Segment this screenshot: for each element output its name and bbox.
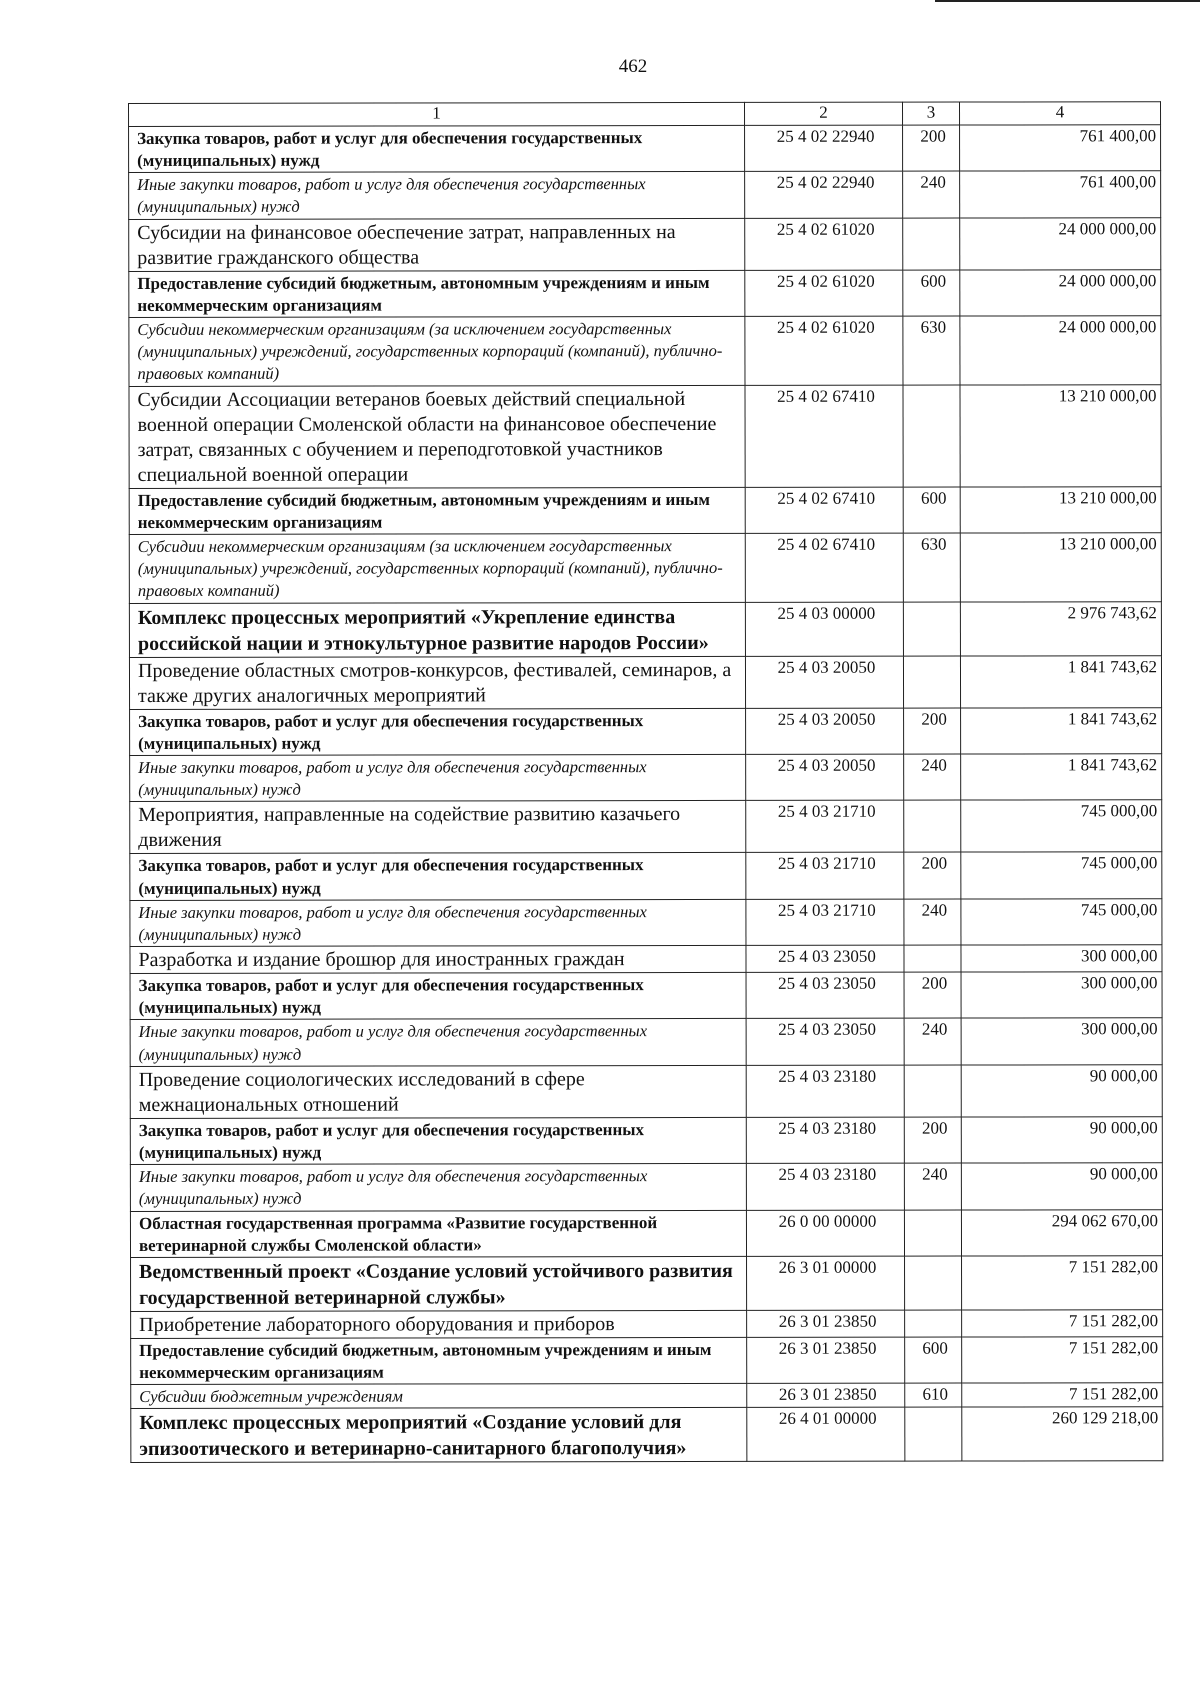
row-name: Комплекс процессных мероприятий «Укрепление единства российской нации и этнокультурное развитие народов России»: [129, 602, 745, 657]
table-row: [131, 1407, 1163, 1463]
row-expense-type: 200: [904, 852, 961, 898]
table-row: [131, 1383, 1163, 1409]
table-row: [129, 217, 1161, 271]
row-expense-type: 600: [903, 270, 960, 316]
row-expense-type: [905, 1256, 962, 1310]
row-code: 26 3 01 23850: [747, 1310, 905, 1337]
row-name: Субсидии на финансовое обеспечение затрат, направленных на развитие гражданского общества: [129, 218, 745, 271]
row-name: Иные закупки товаров, работ и услуг для обеспечения государственных (муниципальных) нужд: [130, 899, 746, 947]
header-col-4: 4: [959, 102, 1160, 125]
row-expense-type: 630: [903, 316, 960, 385]
row-amount: 294 062 670,00: [961, 1209, 1162, 1256]
row-name: Разработка и издание брошюр для иностранных граждан: [130, 946, 746, 974]
row-amount: 745 000,00: [961, 800, 1162, 852]
row-expense-type: 610: [905, 1383, 962, 1407]
row-code: 25 4 03 20050: [746, 754, 904, 801]
row-code: 25 4 02 67410: [745, 533, 903, 602]
row-amount: 7 151 282,00: [962, 1255, 1163, 1309]
row-expense-type: 240: [904, 1163, 961, 1210]
row-expense-type: 600: [905, 1337, 962, 1383]
row-code: 25 4 02 61020: [745, 270, 903, 316]
table-row: [131, 1336, 1163, 1384]
header-col-2: 2: [744, 102, 902, 125]
row-name: Субсидии Ассоциации ветеранов боевых действий специальной военной операции Смоленской области на финансовое обеспечение затрат, связанных с обучением и переподготовкой участников специальной военной операции: [129, 385, 745, 488]
row-code: 26 3 01 23850: [747, 1383, 905, 1408]
table-row: [129, 269, 1161, 317]
table-row: [130, 1018, 1162, 1066]
row-amount: 24 000 000,00: [960, 269, 1161, 316]
table-row: [129, 601, 1161, 657]
row-name: Предоставление субсидий бюджетным, автономным учреждениям и иным некоммерческим организациям: [129, 270, 745, 317]
row-expense-type: [905, 1310, 962, 1337]
row-name: Приобретение лабораторного оборудования и приборов: [131, 1310, 747, 1338]
row-amount: 1 841 743,62: [961, 707, 1162, 754]
row-code: 26 3 01 23850: [747, 1337, 905, 1383]
table-row: [130, 1117, 1162, 1165]
table-row: [130, 945, 1162, 974]
row-code: 25 4 02 22940: [745, 125, 903, 171]
row-name: Проведение социологических исследований в сфере межнациональных отношений: [130, 1065, 746, 1118]
table-row: [130, 800, 1162, 854]
row-amount: 300 000,00: [961, 945, 1162, 972]
table-row: [130, 972, 1162, 1020]
row-code: 25 4 02 67410: [745, 487, 903, 533]
row-code: 25 4 03 23050: [746, 945, 904, 972]
row-code: 25 4 02 67410: [745, 385, 903, 487]
table-row: [130, 852, 1162, 900]
row-code: 26 3 01 00000: [747, 1256, 905, 1310]
row-name: Областная государственная программа «Развитие государственной ветеринарной службы Смоленской области»: [130, 1210, 746, 1257]
row-code: 25 4 03 20050: [745, 656, 903, 708]
row-amount: 761 400,00: [960, 171, 1161, 218]
row-code: 25 4 03 23180: [746, 1163, 904, 1210]
table-row: [129, 171, 1161, 219]
row-amount: 761 400,00: [960, 125, 1161, 172]
table-row: [130, 898, 1162, 946]
row-expense-type: [903, 602, 960, 656]
row-expense-type: 240: [904, 899, 961, 946]
row-expense-type: 200: [904, 1117, 961, 1163]
row-code: 25 4 02 61020: [745, 316, 903, 385]
table-row: [130, 1163, 1162, 1211]
row-amount: 24 000 000,00: [960, 316, 1161, 385]
row-name: Ведомственный проект «Создание условий устойчивого развития государственной ветеринарной службы»: [131, 1256, 747, 1311]
row-name: Закупка товаров, работ и услуг для обеспечения государственных (муниципальных) нужд: [130, 1117, 746, 1164]
row-expense-type: [903, 218, 960, 270]
table-row: [129, 316, 1161, 387]
row-name: Мероприятия, направленные на содействие развитию казачьего движения: [130, 801, 746, 854]
row-amount: 7 151 282,00: [962, 1309, 1163, 1336]
row-expense-type: [903, 656, 960, 708]
row-name: Субсидии некоммерческим организациям (за исключением государственных (муниципальных) учреждений, государственных корпораций (компаний), публично-правовых компаний): [129, 533, 745, 603]
row-code: 25 4 02 61020: [745, 218, 903, 270]
row-amount: 7 151 282,00: [962, 1383, 1163, 1408]
budget-table: [128, 101, 1163, 1463]
row-code: 25 4 03 20050: [746, 708, 904, 754]
table-row: [131, 1309, 1163, 1338]
row-name: Субсидии некоммерческим организациям (за исключением государственных (муниципальных) учреждений, государственных корпораций (компаний), публично-правовых компаний): [129, 316, 745, 386]
table-row: [130, 707, 1162, 755]
row-name: Закупка товаров, работ и услуг для обеспечения государственных (муниципальных) нужд: [130, 853, 746, 900]
row-expense-type: [904, 1065, 961, 1117]
table-row: [130, 1065, 1162, 1119]
row-amount: 1 841 743,62: [961, 754, 1162, 801]
scan-edge-line: [935, 0, 1200, 2]
row-name: Закупка товаров, работ и услуг для обеспечения государственных (муниципальных) нужд: [130, 973, 746, 1020]
table-row: [129, 125, 1161, 173]
row-amount: 90 000,00: [961, 1065, 1162, 1117]
header-col-3: 3: [902, 102, 959, 125]
row-expense-type: [903, 385, 960, 487]
row-name: Иные закупки товаров, работ и услуг для обеспечения государственных (муниципальных) нужд: [129, 172, 745, 220]
row-name: Предоставление субсидий бюджетным, автономным учреждениям и иным некоммерческим организациям: [131, 1337, 747, 1384]
row-expense-type: [904, 1210, 961, 1256]
row-code: 25 4 03 23180: [746, 1117, 904, 1163]
table-row: [129, 655, 1161, 709]
row-name: Иные закупки товаров, работ и услуг для обеспечения государственных (муниципальных) нужд: [130, 1019, 746, 1067]
row-expense-type: [904, 945, 961, 972]
row-code: 25 4 03 23050: [746, 972, 904, 1018]
header-col-1: 1: [129, 102, 745, 126]
row-amount: 300 000,00: [961, 1018, 1162, 1065]
page-number: 462: [618, 56, 648, 77]
table-row: [129, 384, 1161, 488]
row-expense-type: 200: [903, 125, 960, 171]
row-name: Иные закупки товаров, работ и услуг для обеспечения государственных (муниципальных) нужд: [130, 1163, 746, 1211]
row-expense-type: 600: [903, 487, 960, 533]
row-expense-type: 240: [903, 171, 960, 218]
row-amount: 300 000,00: [961, 972, 1162, 1019]
row-amount: 745 000,00: [961, 852, 1162, 899]
row-expense-type: 200: [904, 708, 961, 754]
row-expense-type: 630: [903, 533, 960, 602]
row-amount: 90 000,00: [961, 1163, 1162, 1210]
row-amount: 13 210 000,00: [960, 384, 1161, 486]
table-row: [129, 486, 1161, 534]
row-amount: 260 129 218,00: [962, 1407, 1163, 1461]
row-code: 25 4 03 21710: [746, 801, 904, 853]
row-expense-type: 240: [904, 1018, 961, 1065]
row-amount: 745 000,00: [961, 898, 1162, 945]
row-amount: 24 000 000,00: [960, 217, 1161, 269]
row-amount: 7 151 282,00: [962, 1336, 1163, 1383]
row-name: Иные закупки товаров, работ и услуг для обеспечения государственных (муниципальных) нужд: [130, 754, 746, 802]
row-amount: 13 210 000,00: [960, 486, 1161, 533]
row-code: 26 4 01 00000: [747, 1407, 905, 1461]
row-code: 26 0 00 00000: [746, 1210, 904, 1256]
row-code: 25 4 03 00000: [745, 602, 903, 656]
row-amount: 1 841 743,62: [960, 655, 1161, 707]
row-name: Субсидии бюджетным учреждениям: [131, 1383, 747, 1408]
row-name: Предоставление субсидий бюджетным, автономным учреждениям и иным некоммерческим организациям: [129, 487, 745, 534]
table-row: [130, 1209, 1162, 1257]
row-code: 25 4 03 23180: [746, 1065, 904, 1117]
row-expense-type: 200: [904, 972, 961, 1018]
row-code: 25 4 03 21710: [746, 853, 904, 899]
row-name: Проведение областных смотров-конкурсов, фестивалей, семинаров, а также других аналогичных мероприятий: [129, 656, 745, 709]
row-amount: 13 210 000,00: [960, 533, 1161, 602]
row-name: Закупка товаров, работ и услуг для обеспечения государственных (муниципальных) нужд: [129, 125, 745, 172]
table-row: [130, 754, 1162, 802]
table-row: [131, 1255, 1163, 1311]
row-code: 25 4 03 21710: [746, 899, 904, 946]
header-row: [129, 102, 1161, 127]
table-row: [129, 533, 1161, 604]
row-amount: 90 000,00: [961, 1117, 1162, 1164]
row-expense-type: 240: [904, 754, 961, 801]
row-code: 25 4 02 22940: [745, 171, 903, 218]
row-expense-type: [904, 800, 961, 852]
row-name: Закупка товаров, работ и услуг для обеспечения государственных (муниципальных) нужд: [130, 708, 746, 755]
row-amount: 2 976 743,62: [960, 601, 1161, 655]
row-expense-type: [905, 1407, 962, 1461]
table-body: [129, 125, 1163, 1463]
row-code: 25 4 03 23050: [746, 1018, 904, 1065]
row-name: Комплекс процессных мероприятий «Создание условий для эпизоотического и ветеринарно-санитарного благополучия»: [131, 1408, 747, 1463]
